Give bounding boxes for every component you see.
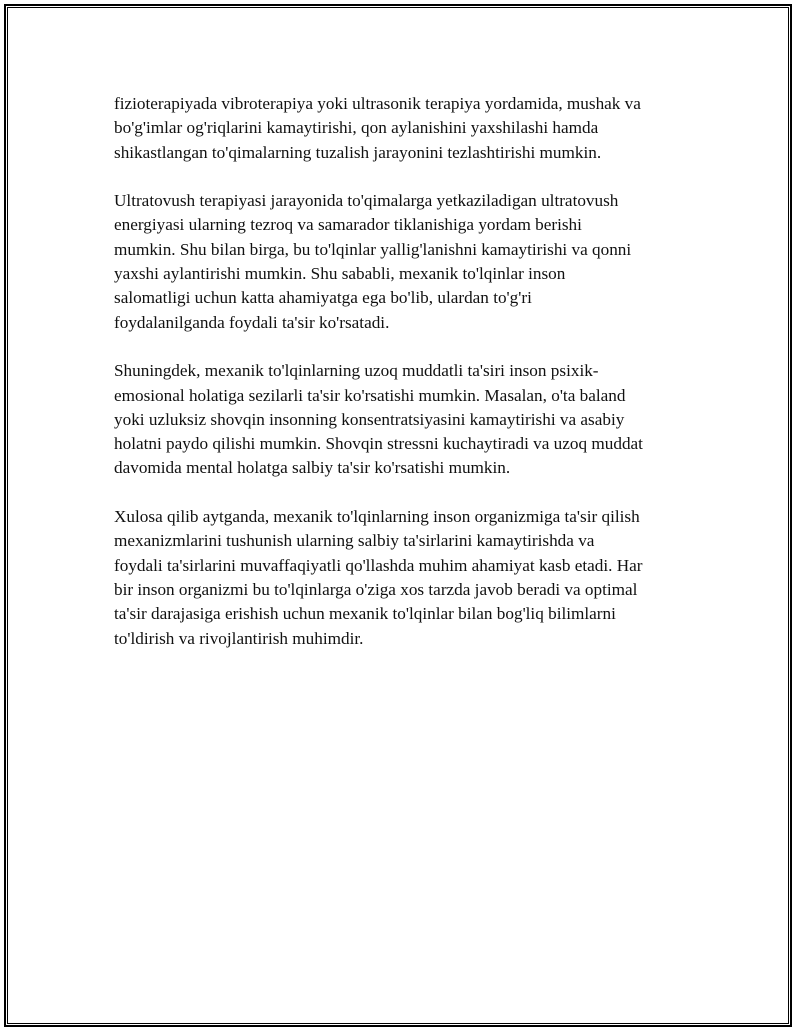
paragraph-psixik-emosional: Shuningdek, mexanik to'lqinlarning uzoq muddatli ta'siri inson psixik- emosional holatiga sezilarli ta'sir ko'rsatishi mumkin. Masalan, o'ta baland yoki uzluksiz shovqin insonning konsentratsiyasini kamaytirishi va asabiy holatni paydo qilishi mumkin. Shovqin stressni kuchaytiradi va uzoq muddat davomida mental holatga salbiy ta'sir ko'rsatishi mumkin.	[114, 361, 643, 478]
paragraph-fizioterapiya: fizioterapiyada vibroterapiya yoki ultrasonik terapiya yordamida, mushak va bo'g'imlar og'riqlarini kamaytirishi, qon aylanishini yaxshilashi hamda shikastlangan to'qimalarning tuzalish jarayonini tezlashtirishi mumkin.	[114, 94, 641, 162]
paragraph-xulosa: Xulosa qilib aytganda, mexanik to'lqinlarning inson organizmiga ta'sir qilish mexanizmlarini tushunish ularning salbiy ta'sirlarini kamaytirishda va foydali ta'sirlarini muvaffaqiyatli qo'llashda muhim ahamiyat kasb etadi. Har bir inson organizmi bu to'lqinlarga o'ziga xos tarzda javob beradi va optimal ta'sir darajasiga erishish uchun mexanik to'lqinlar bilan bog'liq bilimlarni to'ldirish va rivojlantirish muhimdir.	[114, 507, 643, 648]
document-body	[114, 92, 684, 675]
paragraph-ultratovush: Ultratovush terapiyasi jarayonida to'qimalarga yetkaziladigan ultratovush energiyasi ularning tezroq va samarador tiklanishiga yordam berishi mumkin. Shu bilan birga, bu to'lqinlar yallig'lanishni kamaytirishi va qonni yaxshi aylantirishi mumkin. Shu sababli, mexanik to'lqinlar inson salomatligi uchun katta ahamiyatga ega bo'lib, ulardan to'g'ri foydalanilganda foydali ta'sir ko'rsatadi.	[114, 191, 632, 332]
